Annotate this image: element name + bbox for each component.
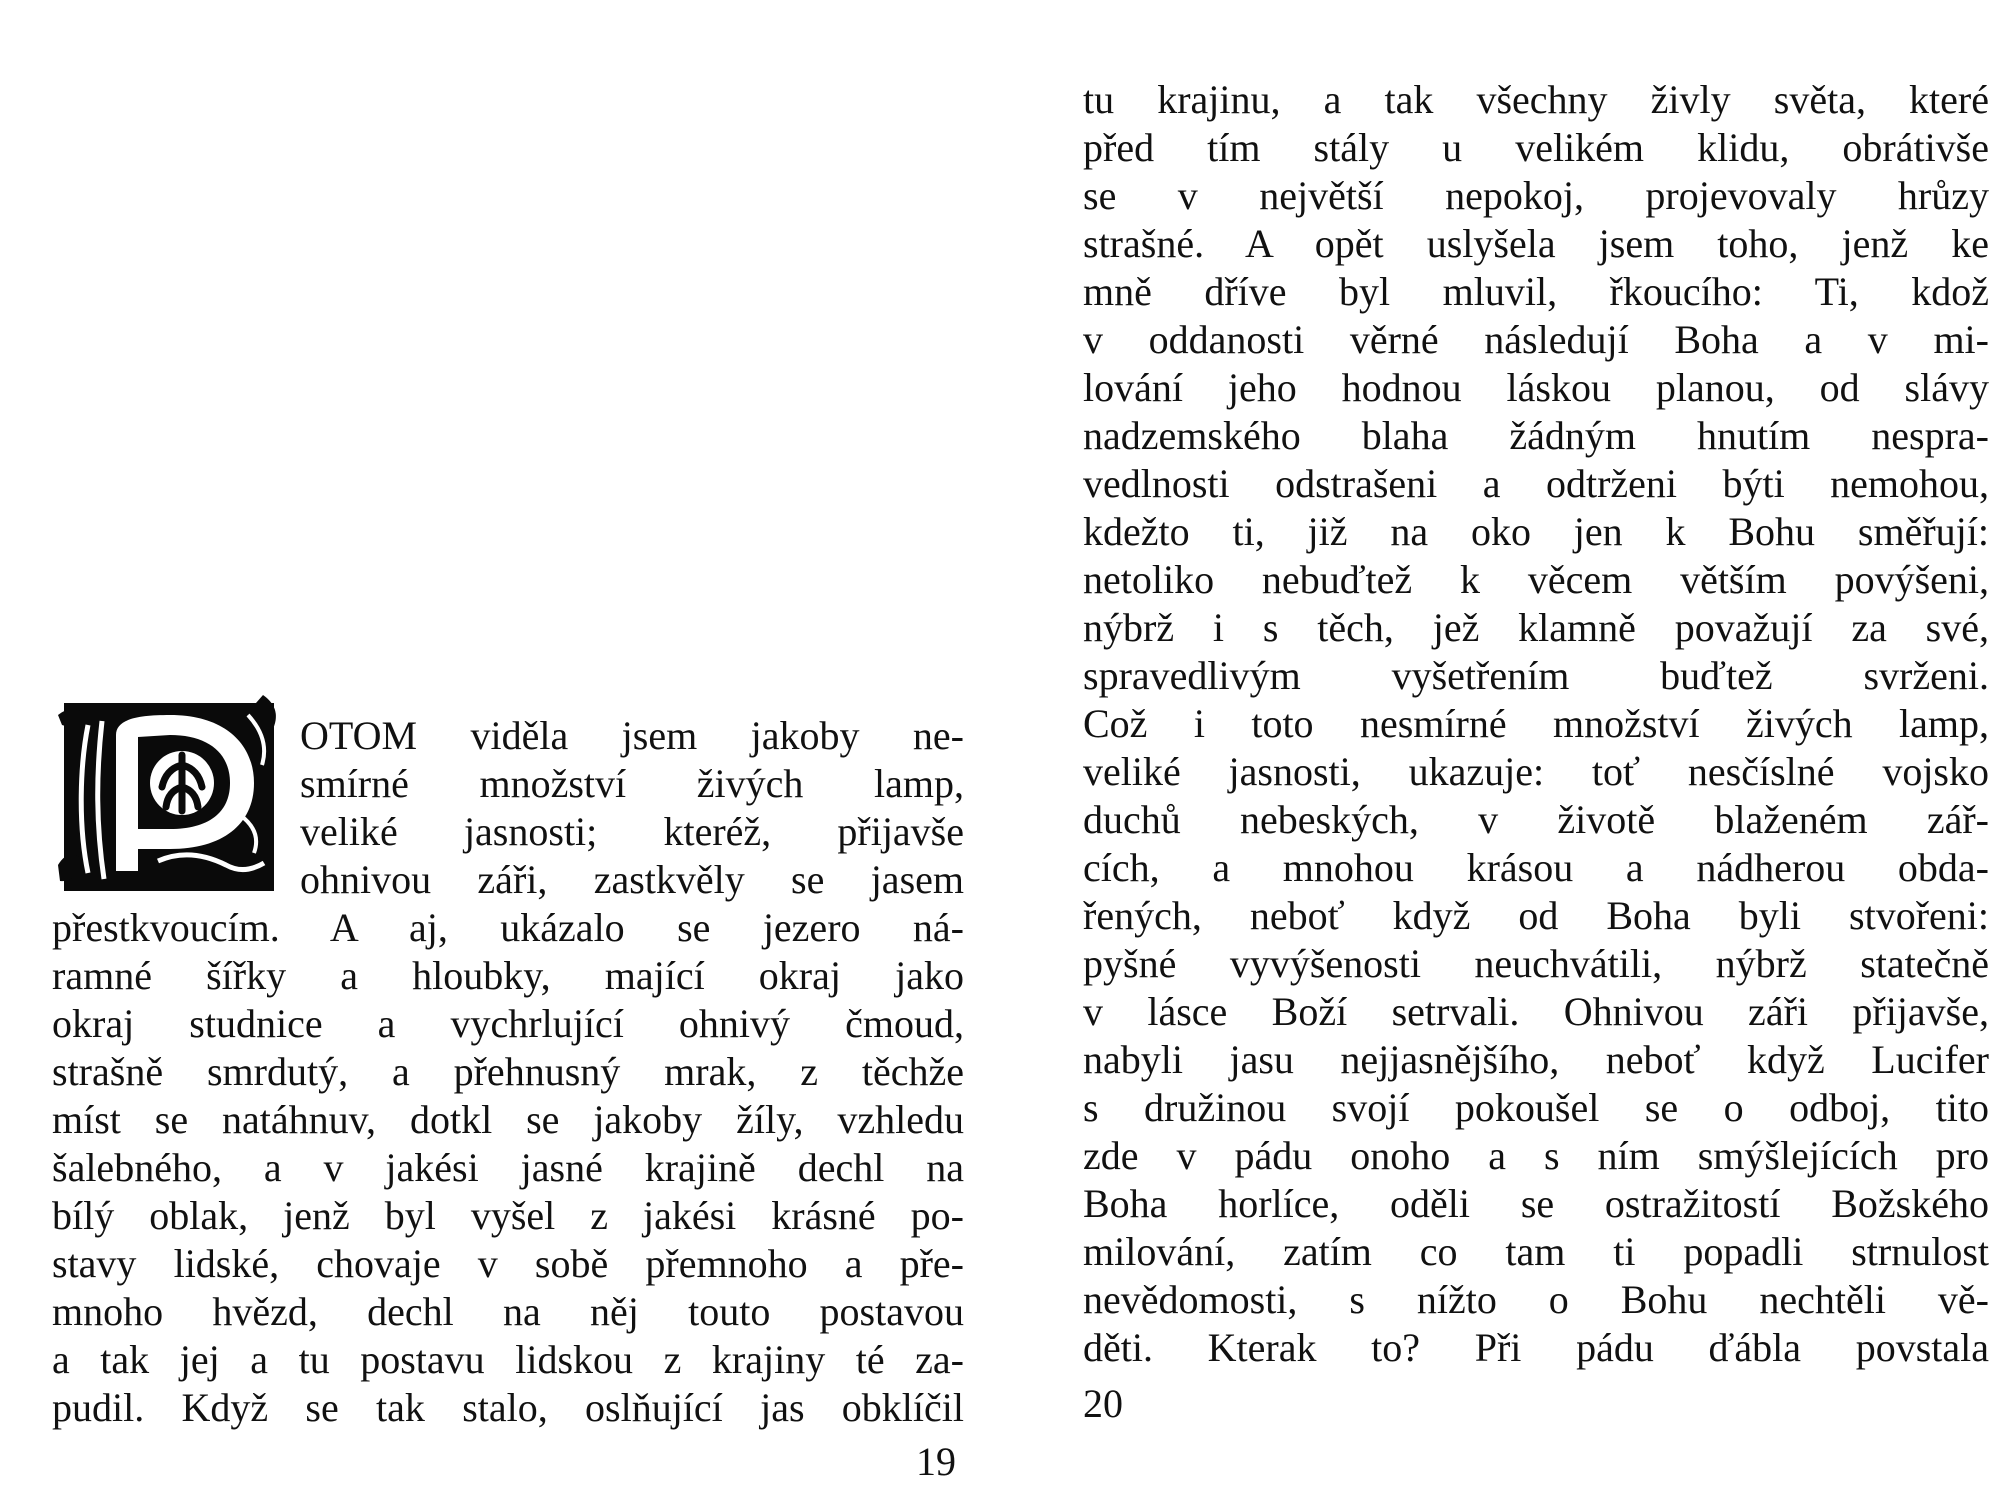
right-line-7: lování jeho hodnou láskou planou, od slávy bbox=[1083, 365, 1989, 410]
left-line-6: ramné šířky a hloubky, mající okraj jako bbox=[52, 953, 964, 998]
left-line-2: smírné množství živých lamp, bbox=[300, 761, 964, 806]
left-line-3: veliké jasnosti; kteréž, přijavše bbox=[300, 809, 964, 854]
right-line-1: tu krajinu, a tak všechny živly světa, které bbox=[1083, 77, 1989, 122]
left-line-10: šalebného, a v jakési jasné krajině dechl na bbox=[52, 1145, 964, 1190]
right-line-9: vedlnosti odstrašeni a odtrženi býti nemohou, bbox=[1083, 461, 1989, 506]
left-line-4: ohnivou záři, zastkvěly se jasem bbox=[300, 857, 964, 902]
left-line-13: mnoho hvězd, dechl na něj touto postavou bbox=[52, 1289, 964, 1334]
left-line-5: přestkvoucím. A aj, ukázalo se jezero ná- bbox=[52, 905, 964, 950]
right-line-26: nevědomosti, s nížto o Bohu nechtěli vě- bbox=[1083, 1277, 1989, 1322]
right-line-6: v oddanosti věrné následují Boha a v mi- bbox=[1083, 317, 1989, 362]
right-line-8: nadzemského blaha žádným hnutím nespra- bbox=[1083, 413, 1989, 458]
right-line-24: Boha horlíce, oděli se ostražitostí Božského bbox=[1083, 1181, 1989, 1226]
right-line-2: před tím stály u velikém klidu, obrátivše bbox=[1083, 125, 1989, 170]
right-line-22: s družinou svojí pokoušel se o odboj, tito bbox=[1083, 1085, 1989, 1130]
left-line-12: stavy lidské, chovaje v sobě přemnoho a pře- bbox=[52, 1241, 964, 1286]
right-line-25: milování, zatím co tam ti popadli strnulost bbox=[1083, 1229, 1989, 1274]
right-line-4: strašné. A opět uslyšela jsem toho, jenž ke bbox=[1083, 221, 1989, 266]
right-line-3: se v největší nepokoj, projevovaly hrůzy bbox=[1083, 173, 1989, 218]
right-line-18: řených, neboť když od Boha byli stvořeni: bbox=[1083, 893, 1989, 938]
right-line-20: v lásce Boží setrvali. Ohnivou záři přijavše, bbox=[1083, 989, 1989, 1034]
page-number-left: 19 bbox=[916, 1439, 956, 1484]
right-line-10: kdežto ti, již na oko jen k Bohu směřují: bbox=[1083, 509, 1989, 554]
left-line-1: OTOM viděla jsem jakoby ne- bbox=[300, 713, 964, 758]
left-line-8: strašně smrdutý, a přehnusný mrak, z těchže bbox=[52, 1049, 964, 1094]
right-line-27: děti. Kterak to? Při pádu ďábla povstala bbox=[1083, 1325, 1989, 1370]
right-line-23: zde v pádu onoho a s ním smýšlejících pro bbox=[1083, 1133, 1989, 1178]
right-line-5: mně dříve byl mluvil, řkoucího: Ti, kdož bbox=[1083, 269, 1989, 314]
left-line-14: a tak jej a tu postavu lidskou z krajiny té za- bbox=[52, 1337, 964, 1382]
left-line-7: okraj studnice a vychrlující ohnivý čmoud, bbox=[52, 1001, 964, 1046]
right-line-14: Což i toto nesmírné množství živých lamp, bbox=[1083, 701, 1989, 746]
right-line-15: veliké jasnosti, ukazuje: toť nesčíslné vojsko bbox=[1083, 749, 1989, 794]
right-page bbox=[1007, 0, 2014, 1500]
right-line-13: spravedlivým vyšetřením buďtež svrženi. bbox=[1083, 653, 1989, 698]
right-line-16: duchů nebeských, v životě blaženém zář- bbox=[1083, 797, 1989, 842]
left-line-9: míst se natáhnuv, dotkl se jakoby žíly, vzhledu bbox=[52, 1097, 964, 1142]
decorated-initial-p bbox=[58, 695, 283, 900]
right-line-11: netoliko nebuďtež k věcem větším povýšeni, bbox=[1083, 557, 1989, 602]
page-number-right: 20 bbox=[1083, 1381, 1123, 1426]
left-line-11: bílý oblak, jenž byl vyšel z jakési krásné po- bbox=[52, 1193, 964, 1238]
left-line-15: pudil. Když se tak stalo, oslňující jas obklíčil bbox=[52, 1385, 964, 1430]
right-line-17: cích, a mnohou krásou a nádherou obda- bbox=[1083, 845, 1989, 890]
right-line-19: pyšné vyvýšenosti neuchvátili, nýbrž statečně bbox=[1083, 941, 1989, 986]
right-line-21: nabyli jasu nejjasnějšího, neboť když Lucifer bbox=[1083, 1037, 1989, 1082]
right-line-12: nýbrž i s těch, jež klamně považují za své, bbox=[1083, 605, 1989, 650]
